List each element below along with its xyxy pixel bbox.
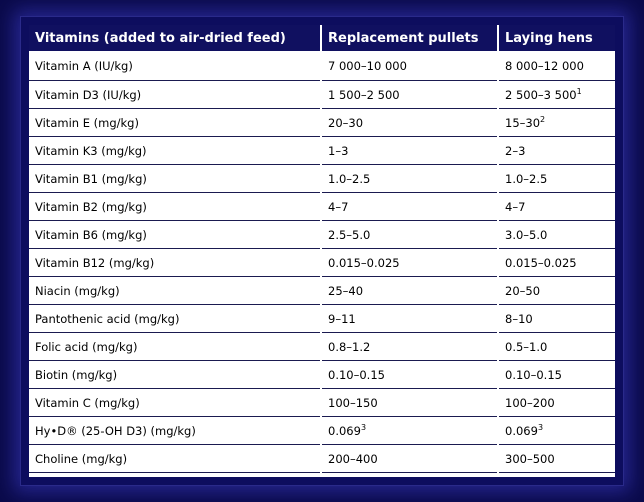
table-row [29,305,615,333]
hens-value-cell-text: 0.5–1.0 [505,339,548,354]
hens-value-cell-text: 4–7 [505,199,526,214]
vitamin-cell [29,389,321,417]
footnote-marker: 3 [360,422,367,432]
pullets-value-cell [321,333,498,361]
vitamin-cell-text: Hy•D® (25-OH D3) (mg/kg) [35,423,196,438]
table-row [29,137,615,165]
vitamin-cell [29,333,321,361]
hens-value-cell-text: 15–30 [505,115,541,130]
table-row [29,193,615,221]
table-row [29,333,615,361]
vitamin-cell-text: Pantothenic acid (mg/kg) [35,311,180,326]
hens-value-cell-text: 2–3 [505,143,526,158]
vitamin-cell [29,361,321,389]
table-row [29,277,615,305]
table-row [29,221,615,249]
hens-value-cell-text: 0.10–0.15 [505,367,562,382]
hens-value-cell [498,417,615,445]
vitamin-cell-text: Choline (mg/kg) [35,451,128,466]
hens-value-cell-text: 8–10 [505,311,533,326]
vitamin-cell [29,277,321,305]
pullets-value-cell [321,277,498,305]
hens-value-cell [498,445,615,473]
pullets-value-cell-text: 25–40 [328,283,364,298]
vitamin-cell [29,81,321,109]
pullets-value-cell [321,137,498,165]
pullets-value-cell-text: 9–11 [328,311,356,326]
table-row [29,389,615,417]
hens-value-cell [498,305,615,333]
hens-value-cell [498,361,615,389]
header-replacement-pullets: Replacement pullets [321,25,498,51]
vitamin-cell-text: Vitamin A (IU/kg) [35,58,133,73]
table-row [29,81,615,109]
pullets-value-cell [321,417,498,445]
hens-value-cell [498,165,615,193]
vitamin-cell-text: Vitamin C (mg/kg) [35,395,140,410]
vitamin-cell [29,51,321,81]
hens-value-cell-text: 0.069 [505,423,538,438]
vitamin-table [29,25,615,473]
vitamin-cell [29,221,321,249]
vitamin-cell [29,109,321,137]
vitamin-cell-text: Niacin (mg/kg) [35,283,120,298]
pullets-value-cell [321,109,498,137]
table-frame [20,16,624,486]
hens-value-cell [498,137,615,165]
table-body [29,51,615,473]
hens-value-cell [498,51,615,81]
hens-value-cell [498,277,615,305]
table-row [29,417,615,445]
hens-value-cell-text: 0.015–0.025 [505,255,577,270]
vitamin-cell [29,165,321,193]
hens-value-cell-text: 20–50 [505,283,541,298]
pullets-value-cell [321,51,498,81]
hens-value-cell [498,249,615,277]
vitamin-cell-text: Vitamin B1 (mg/kg) [35,171,147,186]
hens-value-cell [498,81,615,109]
vitamin-cell-text: Vitamin B2 (mg/kg) [35,199,147,214]
vitamin-cell-text: Vitamin E (mg/kg) [35,115,139,130]
pullets-value-cell-text: 1 500–2 500 [328,87,400,102]
vitamin-cell [29,305,321,333]
hens-value-cell-text: 1.0–2.5 [505,171,548,186]
pullets-value-cell-text: 0.8–1.2 [328,339,371,354]
footnote-marker: 2 [540,114,546,124]
hens-value-cell [498,389,615,417]
footnote-marker: 3 [537,422,544,432]
pullets-value-cell [321,221,498,249]
pullets-value-cell [321,193,498,221]
vitamin-table-panel [29,25,615,477]
vitamin-cell [29,249,321,277]
vitamin-cell-text: Vitamin D3 (IU/kg) [35,87,142,102]
header-laying-hens: Laying hens [498,25,615,51]
pullets-value-cell-text: 1–3 [328,143,349,158]
header-vitamins: Vitamins (added to air-dried feed) [29,25,321,51]
table-row [29,445,615,473]
table-row [29,249,615,277]
vitamin-cell-text: Folic acid (mg/kg) [35,339,138,354]
hens-value-cell-text: 3.0–5.0 [505,227,548,242]
table-row [29,361,615,389]
hens-value-cell-text: 8 000–12 000 [505,58,584,73]
pullets-value-cell-text: 1.0–2.5 [328,171,371,186]
pullets-value-cell-text: 200–400 [328,451,378,466]
hens-value-cell-text: 2 500–3 500 [505,87,577,102]
hens-value-cell [498,109,615,137]
vitamin-cell-text: Biotin (mg/kg) [35,367,118,382]
hens-value-cell [498,193,615,221]
hens-value-cell [498,221,615,249]
pullets-value-cell [321,249,498,277]
vitamin-cell-text: Vitamin B6 (mg/kg) [35,227,147,242]
pullets-value-cell [321,81,498,109]
vitamin-cell [29,193,321,221]
footnote-marker: 1 [576,86,582,96]
vitamin-cell [29,417,321,445]
vitamin-cell [29,445,321,473]
pullets-value-cell [321,445,498,473]
pullets-value-cell-text: 100–150 [328,395,378,410]
pullets-value-cell [321,361,498,389]
table-row [29,109,615,137]
pullets-value-cell-text: 20–30 [328,115,364,130]
pullets-value-cell-text: 0.015–0.025 [328,255,400,270]
table-row [29,51,615,81]
hens-value-cell [498,333,615,361]
table-row [29,165,615,193]
vitamin-cell [29,137,321,165]
table-header-row [29,25,615,51]
pullets-value-cell-text: 4–7 [328,199,349,214]
pullets-value-cell-text: 7 000–10 000 [328,58,407,73]
pullets-value-cell-text: 0.069 [328,423,361,438]
hens-value-cell-text: 100–200 [505,395,555,410]
hens-value-cell-text: 300–500 [505,451,555,466]
pullets-value-cell [321,389,498,417]
vitamin-cell-text: Vitamin K3 (mg/kg) [35,143,147,158]
pullets-value-cell-text: 0.10–0.15 [328,367,385,382]
vitamin-cell-text: Vitamin B12 (mg/kg) [35,255,155,270]
pullets-value-cell [321,305,498,333]
pullets-value-cell-text: 2.5–5.0 [328,227,371,242]
pullets-value-cell [321,165,498,193]
